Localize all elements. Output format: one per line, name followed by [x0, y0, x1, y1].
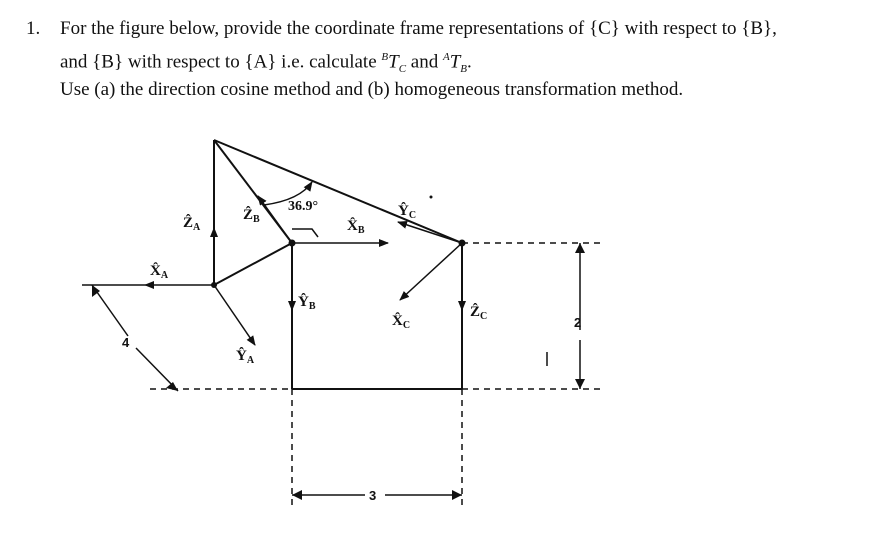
label-zC: Ẑ$_C$: [470, 304, 488, 322]
t2-symbol: T: [449, 51, 461, 73]
t1-subscript: C: [398, 63, 407, 76]
figure-edges: [214, 140, 462, 389]
label-xC: $X̂_C$: [392, 313, 411, 331]
line2-suffix: .: [467, 51, 472, 73]
label-zA: Ẑ$_A$: [183, 215, 201, 233]
edge-top-slant: [214, 140, 462, 243]
problem-number: 1.: [26, 18, 41, 39]
dim-2-arrow-top: [575, 243, 585, 253]
origin-A: [211, 282, 217, 288]
t1-symbol: T: [388, 51, 399, 73]
label-yB: $Ŷ_B$: [298, 294, 316, 312]
edge-lower-slant: [214, 243, 292, 285]
t2-subscript: B: [460, 63, 468, 76]
angle-label: 36.9°: [288, 199, 319, 214]
right-angle-mark: [292, 229, 318, 237]
t2-superscript: A: [442, 51, 450, 63]
dim-diagonal-label: 4: [122, 335, 130, 350]
axis-xC-arrow: [400, 243, 462, 300]
dim-3-arrow-right: [452, 490, 462, 500]
label-xB: $X̂_B$: [347, 218, 365, 236]
problem-line-1: For the figure below, provide the coordinate frame representations of {C} with respect to {B},: [60, 18, 777, 39]
origin-C: [459, 240, 466, 247]
problem-line-3: Use (a) the direction cosine method and (b) homogeneous transformation method.: [60, 79, 684, 100]
t1-superscript: B: [381, 51, 389, 63]
dim-3-arrow-left: [292, 490, 302, 500]
dim-vertical-label: 2: [574, 315, 582, 330]
label-yA: $Ŷ_A$: [236, 348, 255, 366]
dim-horizontal-label: 3: [369, 488, 377, 503]
axis-yA-arrow: [214, 285, 255, 345]
label-yC: $Ŷ_C$: [398, 203, 417, 221]
label-xA: $X̂_A$: [150, 263, 169, 281]
origin-B: [289, 240, 296, 247]
line2-prefix: and {B} with respect to {A} i.e. calculate: [60, 51, 377, 73]
and-word: and: [410, 51, 439, 73]
dim-2-arrow-bottom: [575, 379, 585, 389]
axis-yC-arrow: [398, 222, 462, 243]
label-zB: Ẑ$_B$: [243, 207, 260, 225]
stray-dot: [430, 196, 433, 199]
